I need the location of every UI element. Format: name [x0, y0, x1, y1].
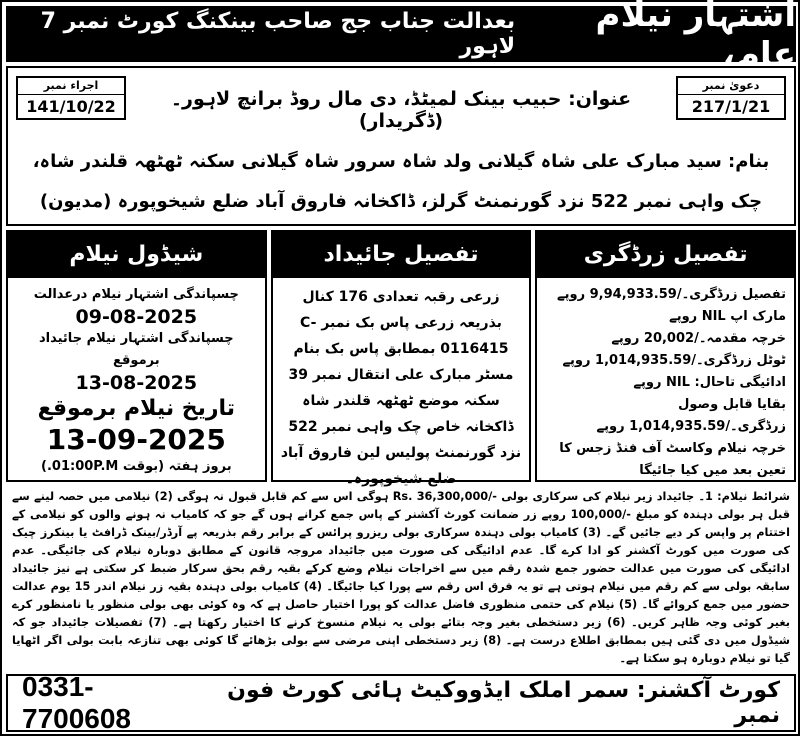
auction-time: بروز ہفتہ (بوقت 01:00P.M.)	[41, 459, 232, 474]
schedule-column	[6, 230, 267, 482]
title-bar	[6, 0, 796, 75]
total-decree: ٹوٹل زرڈگری۔/1,014,935.59 روپے	[562, 353, 786, 368]
auctioneer-label: کورٹ آکشنر: سمر املک ایڈووکیٹ ہائی کورٹ فون نمبر	[227, 678, 780, 728]
court-notice-label: چسپاندگی اشتہار نیلام درعدالت	[33, 287, 239, 302]
suit-number: 217/1/21	[691, 97, 771, 116]
auctioneer-phone: 0331-7700608	[22, 671, 132, 734]
property-description: زرعی رقبہ تعدادی 176 کنال بذریعہ زرعی پاس بک نمبر C-0116415 بمطابق پاس بک بنام مسٹر مبارک علی انتقال نمبر 39 سکنہ موضع ٹھٹھہ قلندر شاہ ڈاکخانہ خاص چک واہی نمبر 522 نزد گورنمنٹ پولیس لین فاروق آباد ضلع شیخوپورہ۔	[280, 289, 522, 487]
notice-title: اشتہار نیلام عام،	[595, 0, 796, 75]
case-subject: عنوان: حبیب بینک لمیٹڈ، دی مال روڈ برانچ لاہور۔ (ڈگریدار)	[170, 88, 632, 132]
schedule-body	[8, 278, 265, 484]
suit-cost: خرچہ مقدمہ۔/20,002 روپے	[611, 331, 786, 346]
site-notice-label: چسپاندگی اشتہار نیلام جائیداد برموقع	[38, 331, 234, 368]
footer	[6, 671, 796, 734]
execution-number-box	[16, 76, 126, 120]
suit-number-label: دعویٰ نمبر	[678, 78, 784, 95]
suit-number-box	[676, 76, 786, 120]
paid-amount: ادائیگی تاحال: NIL روپے	[633, 375, 786, 390]
court-notice-date: 09-08-2025	[75, 306, 198, 328]
financial-column	[535, 230, 796, 482]
financial-body	[537, 278, 794, 488]
details-columns	[6, 230, 796, 487]
execution-number: 141/10/22	[26, 97, 116, 116]
auction-date-label: تاریخ نیلام برموقع	[37, 396, 236, 421]
auction-date: 13-09-2025	[46, 423, 226, 456]
site-notice-date: 13-08-2025	[75, 372, 198, 394]
auction-conditions: شرائط نیلام: 1۔ جائیداد زیر نیلام کی سرکاری بولی -/Rs. 36,300,000 ہوگی اس سے کم قابل قبول نہ ہوگی (2) نیلامی میں حصہ لینے سے قبل ہر بولی دہندہ کو مبلغ -/100,000 روپے زر ضمانت کورٹ آکشنر کے پاس جمع کرانے ہوں گے جو کہ کامیاب نہ ہونے والوں کو نیلامی کے اختتام پر واپس کر دیے جائیں گے۔ (3) کامیاب بولی دہندہ سرکاری بولی ریزرو پرائس کے برابر رقم بذریعہ پے آرڈر/بینک ڈرافٹ یا بینکرز چیک کی صورت میں کورٹ آکشنر کو ادا کرے گا۔ عدم ادائیگی کی صورت میں جائیداد مروجہ قانون کے مطابق دوبارہ نیلام کی جائیگی۔ عدم ادائیگی کی صورت میں عدالت حضور جمع شدہ رقم میں سے اخراجات نیلام وضع کرکے بقیہ رقم بحق سرکار ضبط کر سکتی ہے نیز جائیداد سابقہ بولی سے کم رقم میں نیلام ہوتی ہے تو یہ فرق اس رقم سے پورا کیا جائیگا۔ (4) کامیاب بولی دہندہ بقیہ زر نیلام اندر 15 یوم عدالت حضور میں جمع کروائے گا۔ (5) نیلام کی حتمی منظوری فاضل عدالت کو پورا اختیار حاصل ہے کہ وہ کوئی بھی بولی منظور یا نامنظور کرے بغیر کوئی وجہ ظاہر کریں۔ (6) زیر دستخطی بغیر وجہ بتائے بولی یہ نیلام منسوخ کرنے کا اختیار رکھتا ہے۔ (7) تفصیلات جائیداد جو کہ شیڈول میں دی گئی ہیں بمطابق اطلاع درست ہے۔ (8) زیر دستخطی اپنی مرضی سے بولی بڑھائے گا کوئی بھی تنازعہ بابت بولی اگر اٹھایا گیا تو نیلام دوبارہ ہو سکتا ہے۔	[12, 490, 790, 665]
markup-amount: مارک اپ NIL روپے	[669, 309, 786, 324]
schedule-heading: شیڈول نیلام	[8, 232, 265, 278]
balance-recoverable: بقایا قابل وصول زرڈگری۔/1,014,935.59 روپے	[596, 397, 786, 434]
decree-amount: تفصیل زرڈگری۔/9,94,933.59 روپے	[557, 287, 786, 302]
court-name: بعدالت جناب جج صاحب بینکنگ کورٹ نمبر 7 لاہور	[40, 9, 516, 59]
property-heading: تفصیل جائیداد	[273, 232, 530, 278]
execution-number-label: اجراء نمبر	[18, 78, 124, 95]
case-addressee: بنام: سید مبارک علی شاہ گیلانی ولد شاہ سرور شاہ گیلانی سکنہ ٹھٹھہ قلندر شاہ، چک واہی نمبر 522 نزد گورنمنٹ گرلز، ڈاکخانہ فاروق آباد ضلع شیخوپورہ (مدیون)	[32, 151, 770, 212]
financial-heading: تفصیل زرڈگری	[537, 232, 794, 278]
case-header	[6, 66, 796, 226]
property-column	[271, 230, 532, 487]
auction-cost-note: خرچہ نیلام وکاسٹ آف فنڈ زجس کا تعین بعد میں کیا جائیگا	[559, 441, 786, 478]
